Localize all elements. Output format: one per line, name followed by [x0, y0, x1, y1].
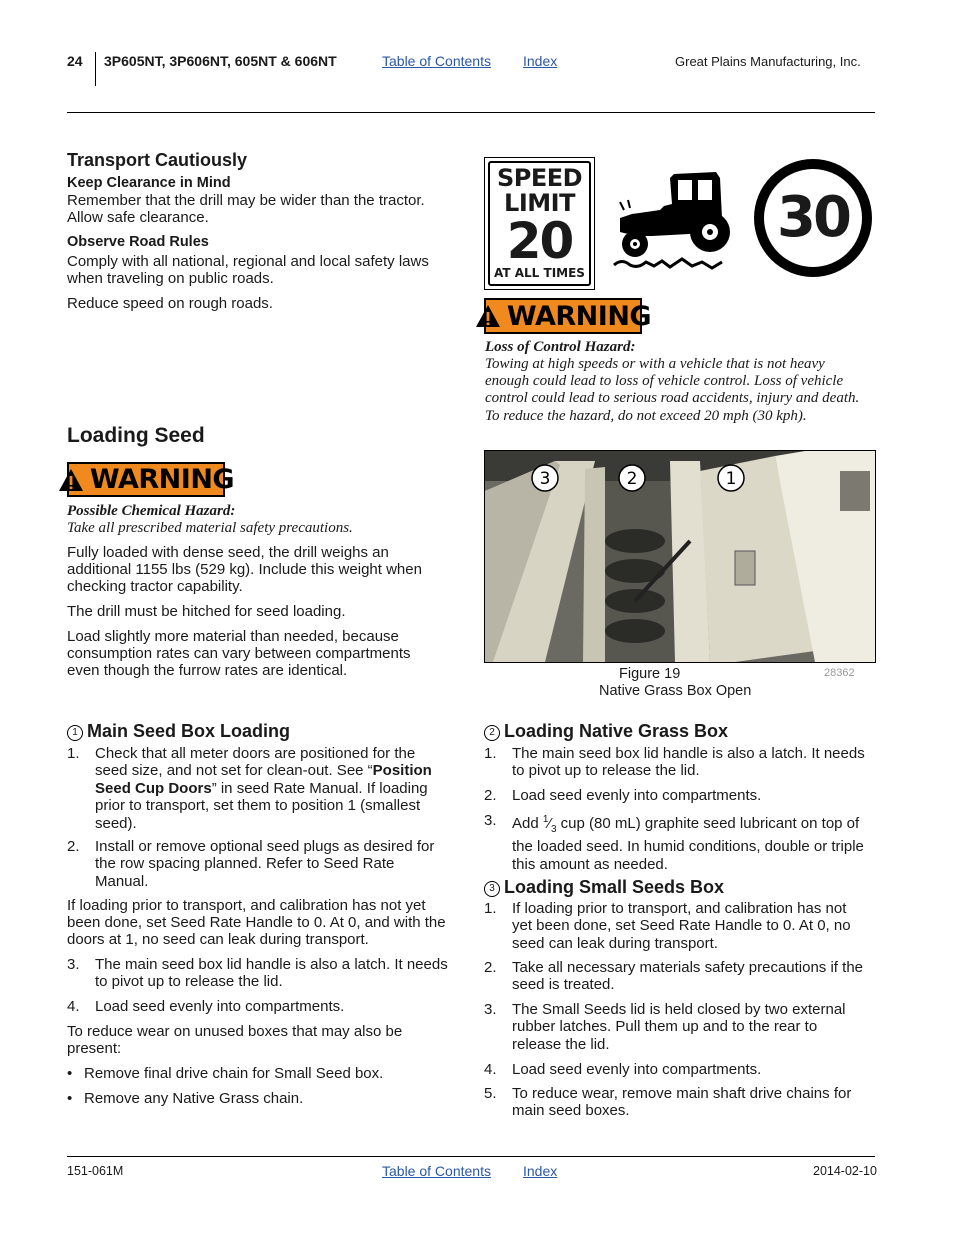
step-text	[512, 959, 863, 994]
warning-label-chemical	[67, 462, 235, 497]
line	[95, 780, 432, 797]
native-box-heading	[484, 721, 728, 742]
line: to pivot up to release the lid.	[95, 973, 283, 991]
speed-sign-value: 20	[506, 212, 573, 270]
loading-p2: The drill must be hitched for seed loading.	[67, 603, 346, 620]
warning-triangle-icon	[475, 304, 501, 328]
native-step-2	[484, 787, 874, 805]
step-number: 1.	[67, 745, 80, 762]
line: to pivot up to release the lid.	[512, 762, 700, 780]
ref-bold: Position	[372, 762, 432, 780]
bullet-icon: •	[67, 1065, 73, 1082]
main-p-l2: been done, set Seed Rate Handle to 0. At 0, and with the	[67, 914, 446, 931]
transport-sub-clearance: Keep Clearance in Mind	[67, 175, 231, 191]
loading-p1-l3: checking tractor capability.	[67, 578, 243, 595]
step-number: 1.	[484, 745, 497, 762]
fraction-denominator: 3	[550, 824, 557, 835]
line	[95, 762, 432, 779]
step-number: 4.	[67, 998, 80, 1015]
line: Install or remove optional seed plugs as desired for	[95, 838, 435, 855]
header-models: 3P605NT, 3P606NT, 605NT & 606NT	[104, 53, 337, 69]
transport-p1-l1: Remember that the drill may be wider than the tractor.	[67, 192, 425, 209]
step-number: 3.	[484, 1001, 497, 1018]
bullet-item	[67, 1090, 303, 1107]
ref-bold: Seed Cup Doors	[95, 779, 212, 797]
fraction-numerator: 1	[542, 814, 549, 825]
loss-hazard-l4: To reduce the hazard, do not exceed 20 mph (30 kph).	[485, 408, 807, 424]
step-number: 2.	[484, 959, 497, 976]
transport-p2-l2: when traveling on public roads.	[67, 270, 274, 287]
native-step-3	[484, 811, 874, 873]
main-step-1	[67, 745, 457, 835]
small-box-title: Loading Small Seeds Box	[504, 877, 725, 897]
speed-sign-line3: AT ALL TIMES	[494, 266, 585, 280]
line: yet been done, set Seed Rate Handle to 0. At 0, no	[512, 917, 851, 935]
figure-caption: Native Grass Box Open	[599, 683, 752, 699]
transport-title: Transport Cautiously	[67, 150, 248, 170]
line: Take all necessary materials safety precautions if the	[512, 959, 863, 976]
loading-p3-l2: consumption rates can vary between compartments	[67, 645, 411, 662]
chem-hazard-title: Possible Chemical Hazard:	[67, 503, 236, 519]
line	[512, 811, 864, 838]
native-box-title: Loading Native Grass Box	[504, 721, 729, 741]
step-text	[95, 956, 448, 991]
transport-p1-l2: Allow safe clearance.	[67, 209, 209, 226]
main-p2-l1: To reduce wear on unused boxes that may also be	[67, 1023, 403, 1040]
transport-p3: Reduce speed on rough roads.	[67, 295, 273, 312]
header-divider	[95, 52, 96, 86]
footer-toc-link[interactable]: Table of Contents	[382, 1163, 491, 1179]
footer-doc-number: 151-061M	[67, 1164, 124, 1178]
step-number: 5.	[484, 1085, 497, 1102]
step-text	[512, 1001, 846, 1053]
line: seed is treated.	[512, 976, 615, 994]
speed-limit-sign	[484, 157, 595, 290]
main-box-circle: 1	[67, 725, 83, 741]
chem-hazard-text: Take all prescribed material safety precautions.	[67, 520, 353, 536]
loading-p1-l1: Fully loaded with dense seed, the drill weighs an	[67, 544, 389, 561]
speed-30-value: 30	[777, 185, 849, 250]
tractor-rough-road-icon	[612, 166, 740, 276]
loading-p3-l1: Load slightly more material than needed, because	[67, 628, 399, 645]
step-text	[95, 838, 434, 890]
small-box-circle: 3	[484, 881, 500, 897]
small-box-heading	[484, 877, 724, 898]
small-step-2	[484, 959, 874, 995]
warning-label-transport	[484, 298, 652, 334]
text: seed size, and not set for clean-out. See “	[95, 762, 373, 780]
main-p-l3: doors at 1, no seed can leak during transport.	[67, 931, 369, 948]
step-text: Load seed evenly into compartments.	[512, 1061, 762, 1078]
loading-seed-title: Loading Seed	[67, 424, 205, 447]
line: rubber latches. Pull them up and to the rear to	[512, 1018, 818, 1036]
footer-date: 2014-02-10	[813, 1164, 877, 1178]
line: release the lid.	[512, 1035, 610, 1053]
bullet-text: Remove final drive chain for Small Seed box.	[84, 1065, 384, 1082]
loss-hazard-title: Loss of Control Hazard:	[485, 339, 636, 355]
small-step-1	[484, 900, 874, 954]
main-box-title: Main Seed Box Loading	[87, 721, 291, 741]
small-step-4	[484, 1061, 874, 1079]
callout-2: 2	[626, 469, 638, 489]
line: seed).	[95, 814, 137, 832]
main-step-4	[67, 998, 457, 1016]
loading-p3-l3: even though the furrow rates are identical.	[67, 662, 348, 679]
warning-text: WARNING	[89, 464, 235, 495]
step-number: 4.	[484, 1061, 497, 1078]
step-text	[512, 900, 851, 952]
main-p-l1: If loading prior to transport, and calibration has not yet	[67, 897, 426, 914]
line: Manual.	[95, 872, 149, 890]
figure-ref: 28362	[824, 667, 855, 679]
main-box-heading	[67, 721, 290, 742]
step-text	[512, 745, 865, 780]
line: seed can leak during transport.	[512, 934, 718, 952]
bullet-text: Remove any Native Grass chain.	[84, 1090, 304, 1107]
callout-3: 3	[539, 469, 551, 489]
footer-index-link[interactable]: Index	[523, 1163, 558, 1179]
line: main seed boxes.	[512, 1102, 630, 1120]
line: prior to transport, set them to position 1 (smallest	[95, 797, 421, 815]
warning-triangle-icon	[58, 468, 84, 492]
footer-rule	[67, 1156, 875, 1157]
main-step-3	[67, 956, 457, 992]
text: ” in seed Rate Manual. If loading	[211, 779, 428, 797]
step-text	[512, 811, 864, 873]
header-rule	[67, 112, 875, 113]
text: Add	[512, 815, 543, 832]
step-text	[95, 745, 432, 832]
step-number: 2.	[484, 787, 497, 804]
native-grass-box-photo	[484, 450, 876, 663]
small-step-5	[484, 1085, 874, 1121]
figure-number: Figure 19	[619, 666, 681, 682]
step-number: 3.	[67, 956, 80, 973]
step-number: 2.	[67, 838, 80, 855]
line: If loading prior to transport, and calibration has not	[512, 900, 847, 917]
warning-text: WARNING	[506, 300, 652, 332]
line: Check that all meter doors are positioned for the	[95, 745, 416, 762]
loss-hazard-l2: enough could lead to loss of vehicle control. Loss of vehicle	[485, 373, 844, 389]
loss-hazard-l1: Towing at high speeds or with a vehicle that is not heavy	[485, 356, 825, 372]
callout-1: 1	[725, 469, 737, 489]
header-index-link[interactable]: Index	[523, 53, 558, 69]
main-p2-l2: present:	[67, 1040, 122, 1057]
speed-sign-line2: LIMIT	[504, 189, 575, 217]
line: The Small Seeds lid is held closed by two external	[512, 1001, 846, 1018]
native-step-1	[484, 745, 874, 781]
native-box-circle: 2	[484, 725, 500, 741]
loading-p1-l2: additional 1155 lbs (529 kg). Include this weight when	[67, 561, 422, 578]
step-number: 3.	[484, 812, 497, 829]
page-number: 24	[67, 53, 83, 69]
step-text	[512, 1085, 851, 1120]
step-text: Load seed evenly into compartments.	[95, 998, 345, 1015]
line: The main seed box lid handle is also a latch. It needs	[512, 745, 865, 762]
main-step-2	[67, 838, 457, 892]
line: this amount as needed.	[512, 855, 668, 873]
bullet-item	[67, 1065, 383, 1082]
header-toc-link[interactable]: Table of Contents	[382, 53, 491, 69]
step-text: Load seed evenly into compartments.	[512, 787, 762, 804]
small-step-3	[484, 1001, 874, 1055]
line: To reduce wear, remove main shaft drive chains for	[512, 1085, 852, 1102]
speed-30-sign	[754, 159, 872, 277]
bullet-icon: •	[67, 1090, 73, 1107]
step-number: 1.	[484, 900, 497, 917]
speed-sign-line1: SPEED	[496, 164, 583, 192]
line: the row spacing planned. Refer to Seed Rate	[95, 855, 395, 873]
line: the loaded seed. In humid conditions, double or triple	[512, 838, 864, 856]
fraction-slash: ⁄	[548, 815, 551, 832]
loss-hazard-l3: control could lead to serious road accidents, injury and death.	[485, 390, 860, 406]
header-company: Great Plains Manufacturing, Inc.	[675, 54, 861, 69]
transport-p2-l1: Comply with all national, regional and local safety laws	[67, 253, 429, 270]
line: The main seed box lid handle is also a latch. It needs	[95, 956, 448, 973]
text: cup (80 mL) graphite seed lubricant on top of	[556, 815, 860, 832]
transport-sub-road: Observe Road Rules	[67, 234, 209, 250]
